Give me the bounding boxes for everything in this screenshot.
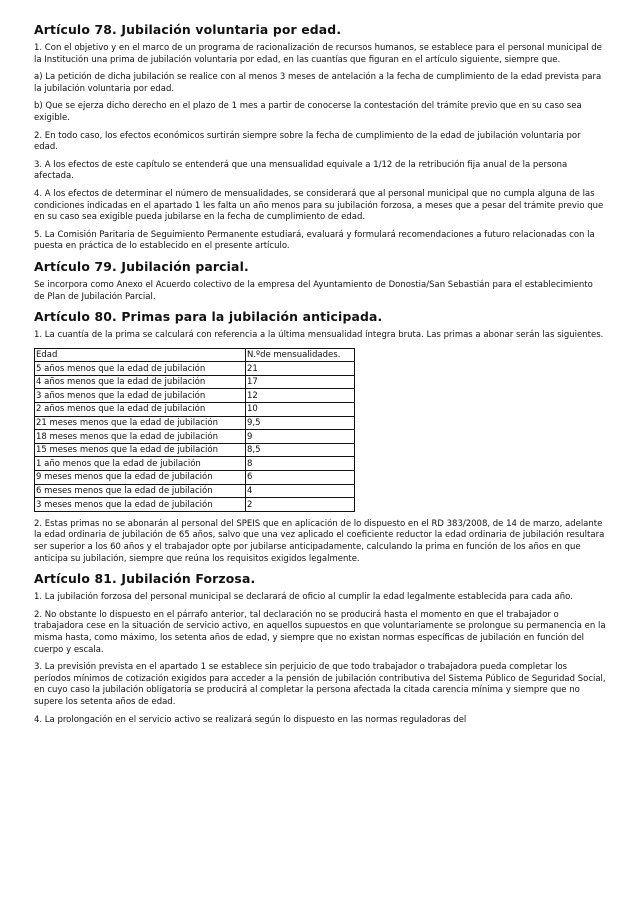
table-cell-mensualidades: 4 xyxy=(246,484,355,498)
table-row xyxy=(35,443,355,457)
table-row xyxy=(35,498,355,512)
article-80-paragraph: 2. Estas primas no se abonarán al personal del SPEIS que en aplicación de lo dispuesto en el RD 383/2008, de 14 de marzo, adelante la edad ordinaria de jubilación de 65 años, salvo que una vez aplicado el coeficiente reductor la edad ordinaria de jubilación resultara ser superior a los 60 años y el trabajador opte por jubilarse anticipadamente, calculando la prima en función de los años en que anticipa su jubilación, siempre que reúna los requisitos exigidos legalmente. xyxy=(34,518,605,564)
table-row xyxy=(35,362,355,376)
article-81-paragraph: 4. La prolongación en el servicio activo se realizará según lo dispuesto en las normas reguladoras del xyxy=(34,714,467,725)
table-cell-mensualidades: 17 xyxy=(246,375,355,389)
table-row xyxy=(35,471,355,485)
table-cell-edad: 21 meses menos que la edad de jubilación xyxy=(35,416,246,430)
table-cell-edad: 15 meses menos que la edad de jubilación xyxy=(35,443,246,457)
article-78-paragraph: 4. A los efectos de determinar el número de mensualidades, se considerará que al personal municipal que no cumpla alguna de las condiciones indicadas en el apartado 1 les falta un año menos para su jubilación forzosa, a meses que a pesar del trámite previo que en su caso sea exigible pueda jubilarse en la fecha de cumplimiento de edad. xyxy=(34,188,604,223)
table-cell-mensualidades: 8,5 xyxy=(246,443,355,457)
article-78-paragraph: 1. Con el objetivo y en el marco de un programa de racionalización de recursos humanos, se establece para el personal municipal de la Institución una prima de jubilación voluntaria por edad, en las cuantías que figuran en el artículo siguiente, siempre que. xyxy=(34,43,602,65)
article-78-title: Artículo 78. Jubilación voluntaria por edad. xyxy=(34,22,342,37)
article-79-paragraph: Se incorpora como Anexo el Acuerdo colectivo de la empresa del Ayuntamiento de Donostia/San Sebastián para el establecimiento de Plan de Jubilación Parcial. xyxy=(34,279,593,302)
table-row xyxy=(35,389,355,403)
article-80-intro: 1. La cuantía de la prima se calculará con referencia a la última mensualidad íntegra bruta. Las primas a abonar serán las siguientes. xyxy=(34,330,604,341)
table-cell-mensualidades: 9 xyxy=(246,430,355,444)
table-row xyxy=(35,403,355,417)
table-header-cell: N.ºde mensualidades. xyxy=(246,348,355,362)
table-cell-edad: 18 meses menos que la edad de jubilación xyxy=(35,430,246,444)
article-78-paragraph: 5. La Comisión Paritaria de Seguimiento Permanente estudiará, evaluará y formulará recomendaciones a futuro relacionadas con la puesta en práctica de lo establecido en el presente artículo. xyxy=(34,229,595,252)
table-cell-edad: 3 años menos que la edad de jubilación xyxy=(35,389,246,403)
article-81-title: Artículo 81. Jubilación Forzosa. xyxy=(34,571,256,587)
table-cell-edad: 5 años menos que la edad de jubilación xyxy=(35,362,246,376)
table-row xyxy=(35,430,355,444)
article-78-paragraph: 3. A los efectos de este capítulo se entenderá que una mensualidad equivale a 1/12 de la retribución fija anual de la persona afectada. xyxy=(34,159,568,182)
table-cell-edad: 3 meses menos que la edad de jubilación xyxy=(35,498,246,512)
article-81-paragraph: 3. La previsión prevista en el apartado 1 se establece sin perjuicio de que todo trabajador o trabajadora pueda completar los períodos mínimos de cotización exigidos para acceder a la pensión de jubilación contributiva del Sistema Público de Seguridad Social, en cuyo caso la jubilación obligatoria se producirá al completar la persona afectada la citada carencia mínima y siempre que no supere los setenta años de edad. xyxy=(34,662,606,707)
table-cell-mensualidades: 12 xyxy=(246,389,355,403)
table-row xyxy=(35,484,355,498)
table-row xyxy=(35,416,355,430)
table-cell-mensualidades: 6 xyxy=(246,471,355,485)
table-cell-edad: 4 años menos que la edad de jubilación xyxy=(35,375,246,389)
table-cell-mensualidades: 8 xyxy=(246,457,355,471)
article-78-paragraph: b) Que se ejerza dicho derecho en el plazo de 1 mes a partir de conocerse la contestación del trámite previo que en su caso sea exigible. xyxy=(34,101,582,123)
table-row xyxy=(35,375,355,389)
primas-table xyxy=(34,348,355,512)
article-78-paragraph: 2. En todo caso, los efectos económicos surtirán siempre sobre la fecha de cumplimiento de la edad de jubilación voluntaria por edad. xyxy=(34,130,581,153)
article-78-paragraph: a) La petición de dicha jubilación se realice con al menos 3 meses de antelación a la fecha de cumplimiento de la edad prevista para la jubilación voluntaria por edad. xyxy=(34,72,602,94)
article-80-title: Artículo 80. Primas para la jubilación anticipada. xyxy=(34,309,383,325)
document-page xyxy=(34,22,606,732)
table-cell-edad: 2 años menos que la edad de jubilación xyxy=(35,403,246,417)
table-cell-edad: 6 meses menos que la edad de jubilación xyxy=(35,484,246,498)
table-cell-mensualidades: 10 xyxy=(246,403,355,417)
table-cell-mensualidades: 21 xyxy=(246,362,355,376)
table-cell-mensualidades: 2 xyxy=(246,498,355,512)
article-81-paragraph: 1. La jubilación forzosa del personal municipal se declarará de oficio al cumplir la edad legalmente establecida para cada año. xyxy=(34,592,573,603)
table-cell-edad: 1 año menos que la edad de jubilación xyxy=(35,457,246,471)
table-header-row xyxy=(35,348,355,362)
table-header-cell: Edad xyxy=(35,348,246,362)
table-cell-edad: 9 meses menos que la edad de jubilación xyxy=(35,471,246,485)
table-cell-mensualidades: 9,5 xyxy=(246,416,355,430)
table-row xyxy=(35,457,355,471)
article-79-title: Artículo 79. Jubilación parcial. xyxy=(34,258,249,274)
article-81-paragraph: 2. No obstante lo dispuesto en el párrafo anterior, tal declaración no se producirá hasta el momento en que el trabajador o trabajadora cese en la situación de servicio activo, en aquellos supuestos en que voluntariamente se prolongue su permanencia en la misma hasta, como máximo, los setenta años de edad, y siempre que no existan normas específicas de jubilación en función del cuerpo y escala. xyxy=(34,609,606,655)
